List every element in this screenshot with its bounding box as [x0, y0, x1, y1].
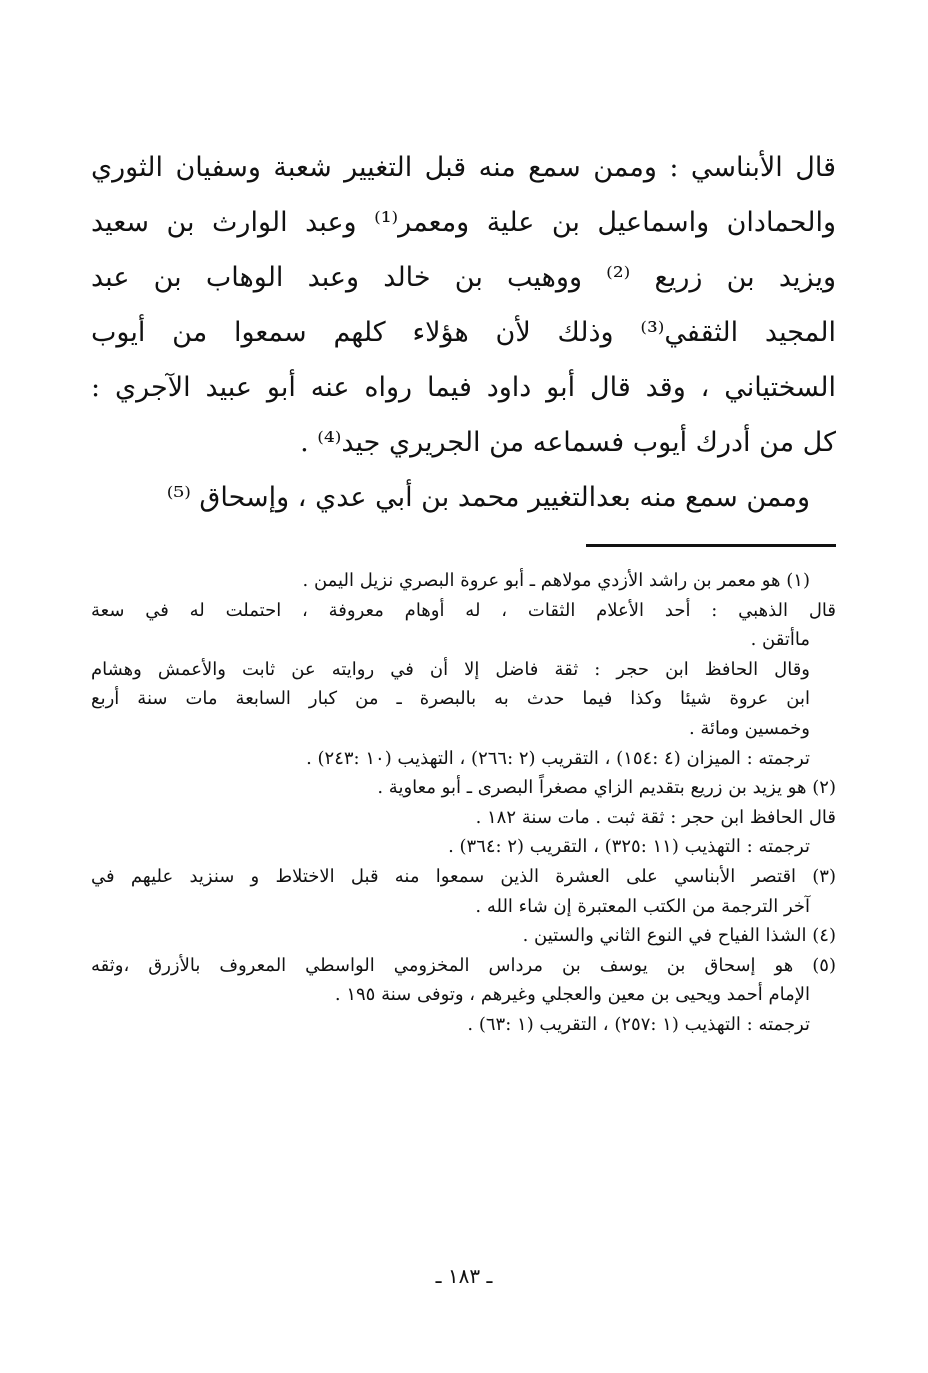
footnote-line: ترجمته : التهذيب (١ :٢٥٧) ، التقريب (١ :٦٣) .: [467, 1013, 810, 1035]
main-text-line: السختياني ، وقد قال أبو داود فيما رواه عنه أبو عبيد الآجري :: [91, 372, 836, 403]
footnote-line: (٣) اقتصر الأبناسي على العشرة الذين سمعوا منه قبل الاختلاط و سنزيد عليهم في: [91, 865, 836, 887]
footnote-line: الإمام أحمد ويحيى بن معين والعجلي وغيرهم ، وتوفى سنة ١٩٥ .: [334, 984, 810, 1006]
footnote-line: ماأتقن .: [750, 629, 810, 651]
footnote-line: ترجمته : التهذيب (١١ :٣٢٥) ، التقريب (٢ :٣٦٤) .: [448, 836, 810, 858]
main-text-line: ويزيد بن زريع ⁽²⁾ ووهيب بن خالد وعبد الوهاب بن عبد: [91, 262, 836, 293]
main-text-block: [91, 140, 836, 525]
footnote-line: (٢) هو يزيد بن زريع بتقديم الزاي مصغراً البصرى ـ أبو معاوية .: [377, 777, 836, 799]
footnote-line: قال الذهبي : أحد الأعلام الثقات ، له أوهام معروفة ، احتملت له في سعة: [91, 599, 836, 621]
footnote-line: ترجمته : الميزان (٤ :١٥٤) ، التقريب (٢ :٢٦٦) ، التهذيب (١٠ :٢٤٣) .: [306, 747, 810, 769]
footnote-separator: [586, 544, 836, 547]
footnote-line: (٤) الشذا الفياح في النوع الثاني والستين .: [522, 925, 836, 947]
footnote-line: ابن عروة شيئا وكذا فيما حدث به بالبصرة ـ من كبار السابعة مات سنة أربع: [91, 688, 810, 710]
footnote-line: وقال الحافظ ابن حجر : ثقة فاضل إلا أن في روايته عن ثابت والأعمش وهشام: [91, 658, 810, 680]
main-text-line: المجيد الثقفي⁽³⁾ وذلك لأن هؤلاء كلهم سمعوا من أيوب: [91, 317, 836, 348]
footnote-line: آخر الترجمة من الكتب المعتبرة إن شاء الله .: [475, 895, 810, 917]
footnote-line: (١) هو معمر بن راشد الأزدي مولاهم ـ أبو عروة البصري نزيل اليمن .: [302, 570, 810, 591]
footnote-line: (٥) هو إسحاق بن يوسف بن مرداس المخزومي الواسطي المعروف بالأزرق ،وثقه: [91, 954, 836, 976]
main-text-line: قال الأبناسي : وممن سمع منه قبل التغيير شعبة وسفيان الثوري: [91, 152, 836, 183]
main-text-line: والحمادان واسماعيل بن علية ومعمر⁽¹⁾ وعبد الوارث بن سعيد: [91, 207, 836, 238]
footnote-line: قال الحافظ ابن حجر : ثقة ثبت . مات سنة ١٨٢ .: [475, 806, 836, 828]
main-text-line: كل من أدرك أيوب فسماعه من الجريري جيد⁽⁴⁾ .: [300, 427, 836, 458]
main-text-line: وممن سمع منه بعدالتغيير محمد بن أبي عدي ، وإسحاق ⁽⁵⁾: [166, 482, 810, 513]
footnotes-block: [91, 566, 836, 1040]
page-number: ـ ١٨٣ ـ: [435, 1264, 493, 1288]
footnote-line: وخمسين ومائة .: [688, 717, 810, 739]
